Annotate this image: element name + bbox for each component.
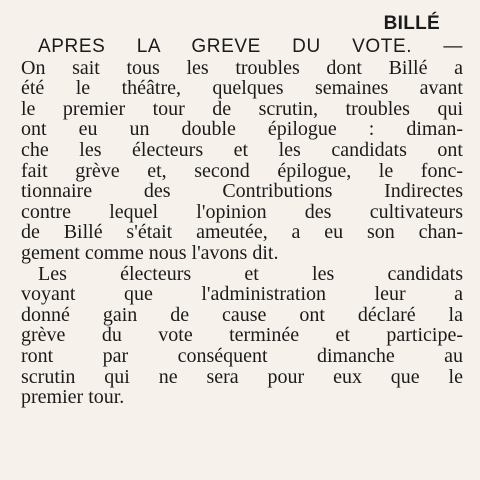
article-headline: APRES LA GREVE DU VOTE. — [38, 36, 463, 57]
paragraph-2-line: scrutin qui ne sera pour eux que le [21, 365, 463, 388]
article-body [21, 36, 463, 408]
paragraph-1-line: che les électeurs et les candidats ont [21, 138, 463, 161]
paragraph-1-line: de Billé s'était ameutée, a eu son chan- [21, 221, 463, 244]
paragraph-2-first-line: Les électeurs et les candidats [38, 262, 463, 285]
paragraph-1-line: le premier tour de scrutin, troubles qui [21, 97, 463, 120]
paragraph-1-last-line: gement comme nous l'avons dit. [21, 241, 279, 264]
paragraph-1-line: contre lequel l'opinion des cultivateurs [21, 200, 463, 223]
paragraph-2-last-line: premier tour. [21, 386, 125, 409]
paragraph-2-line: ront par conséquent dimanche au [21, 344, 463, 367]
paragraph-2-line: voyant que l'administration leur a [21, 283, 463, 306]
headline-line [21, 36, 463, 58]
paragraph-2-line: grève du vote terminée et participe- [21, 324, 463, 347]
paragraph-1-line: tionnaire des Contributions Indirectes [21, 180, 463, 203]
paragraph-1-line: fait grève et, second épilogue, le fonc- [21, 159, 463, 182]
paragraph-1-line: été le théâtre, quelques semaines avant [21, 77, 463, 100]
location-heading: BILLÉ [383, 13, 440, 34]
paragraph-2-line: donné gain de cause ont déclaré la [21, 303, 463, 326]
paragraph-1-line: On sait tous les troubles dont Billé a [21, 56, 463, 79]
paragraph-1-line: ont eu un double épilogue : diman- [21, 118, 463, 141]
